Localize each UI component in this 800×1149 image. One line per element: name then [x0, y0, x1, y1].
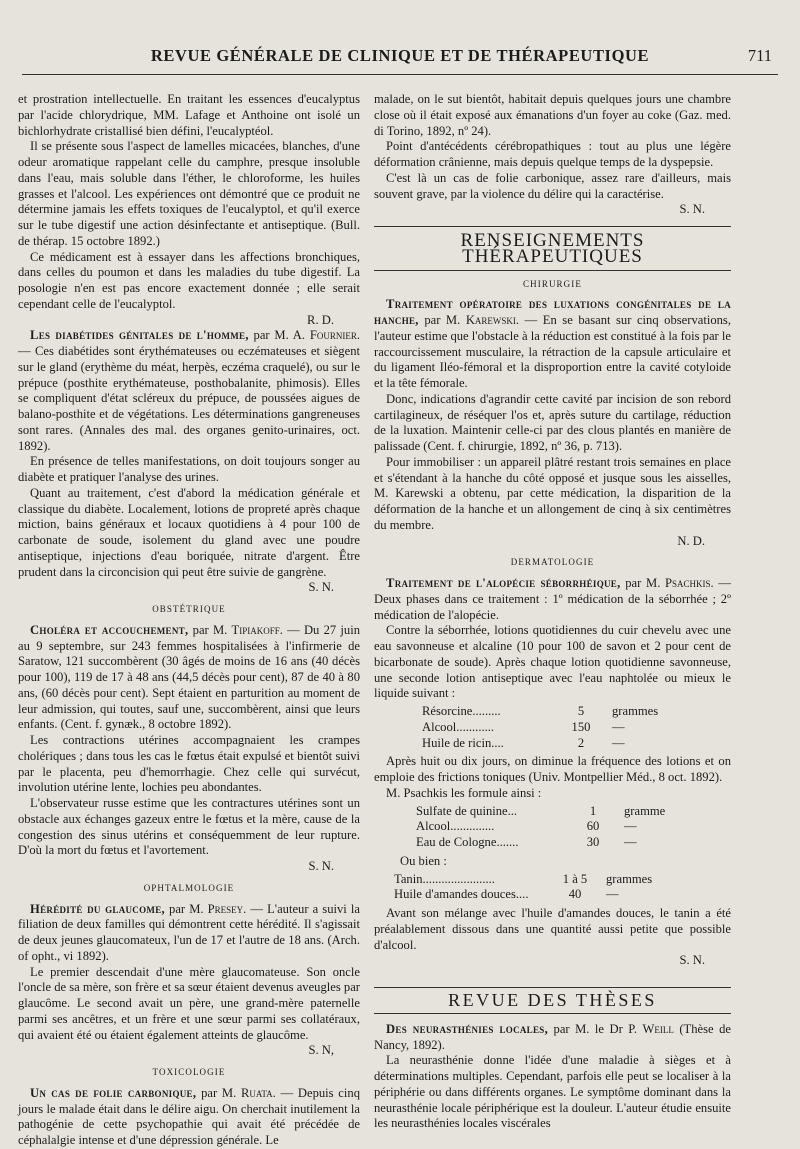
folie-continued-1: malade, on le sut bientôt, habitait depuis quelques jours une chambre close où il était exposé aux émanations d'un foyer au coke (Gaz. med. di Torino, 1892, nº 24).: [374, 92, 731, 138]
ou-bien-label: Ou bien :: [400, 853, 447, 868]
formula-2: [374, 804, 731, 851]
section-toxicologie: TOXICOLOGIE: [152, 1067, 226, 1077]
left-column: [18, 92, 360, 1147]
diabetides-paragraph-3: Quant au traitement, c'est d'abord la médication générale et classique du diabète. Localement, lotions de propreté après chaque miction, bains généraux et locaux quotidiens à 4 pour 100 de carbonate de soude, isolement du gland avec une poudre antiseptique, injections d'eau boriquée, nitrate d'argent. Être prudent dans la circoncision qui peut être suivie de gangrène.: [18, 485, 360, 579]
neurasthenies-article: Des neurasthénies locales, par M. le Dr P. Weill (Thèse de Nancy, 1892).: [374, 1021, 731, 1052]
diabetides-article: Les diabétides génitales de l'homme, par M. A. Fournier. — Ces diabétides sont érythémateuses ou eczémateuses et siègent sur le gland (erythème du méat, herpès, eczéma craquelé), ou sur le prépuce (posthite erythémateuse, posthobalanite, phimosis). Elles se compliquent d'état scléreux du prépuce, de poussées aigues de balano-posthite et de végétations. Les déterminations gangreneuses sont rares. (Annales des mal. des organes genito-urinaires, oct. 1892).: [18, 328, 360, 453]
glaucome-paragraph-2: Le premier descendait d'une mère glaucomateuse. Son oncle l'oncle de sa mère, son frère et sa sœur étaient devenus aveugles par glaucôme. Le second avait un père, une grand-mère paternelle parmi ses ancêtres, et un frère et une sœur parmi ses collatéraux, qui avaient été ou étaient également atteints de glaucôme.: [18, 964, 360, 1042]
luxations-paragraph-3: Pour immobiliser : un appareil plâtré restant trois semaines en place et s'étendant à la hanche du côté opposé et jusque sous les aisselles, M. Karewski a obtenu, par cette médication, la disparition de la déformation de la hanche et un allongement de cinq à six centimètres du membre.: [374, 454, 731, 532]
theses-heading: REVUE DES THÈSES: [374, 987, 731, 1014]
article-author: Psachkis.: [665, 576, 714, 590]
eucalyptol-signature: R. D.: [307, 312, 334, 327]
formula-row: Huile d'amandes douces.... 40 —: [394, 887, 619, 902]
folie-continued-2: Point d'antécédents cérébropathiques : tout au plus une légère déformation crânienne, mais depuis quelque temps de la dyspepsie.: [374, 139, 731, 169]
eucalyptol-paragraph-1: et prostration intellectuelle. En traitant les essences d'eucalyptus par l'acide chlorydrique, MM. Lafage et Anthoine ont isolé un bichlorhydrate cristallisé bien défini, l'eucalyptéol.: [18, 92, 360, 138]
article-author: Fournier.: [309, 328, 360, 343]
eucalyptol-paragraph-3: Ce médicament est à essayer dans les affections bronchiques, dans celles du poumon et dans les maladies du tube digestif. La posologie n'en est pas encore exactement donnée ; elle serait cependant celle de l'eucalyptol.: [18, 249, 360, 311]
right-column: [374, 92, 731, 1131]
alopecie-paragraph-3: Après huit ou dix jours, on diminue la fréquence des lotions et on emploie des frictions toniques (Univ. Montpellier Méd., 8 oct. 1892).: [374, 754, 731, 784]
cholera-paragraph-3: L'observateur russe estime que les contractures utérines sont un obstacle aux échanges gazeux entre le fœtus et la mère, cause de la congestion des sinus utérins et conséquemment de leur rupture. D'où la mort du fœtus et l'avortement.: [18, 796, 360, 858]
alopecie-article: Traitement de l'alopécie séborrhéique, par M. Psachkis. — Deux phases dans ce traitement : 1º médication de la séborrhée ; 2º médication de l'alopécie.: [374, 576, 731, 622]
article-title: Traitement opératoire des luxations congénitales de la hanche,: [374, 297, 731, 327]
folie-continued-3: C'est là un cas de folie carbonique, assez rare d'ailleurs, mais souvent grave, par la violence du délire qui la caractérise.: [374, 170, 731, 201]
formula-row: Alcool.............. 60 —: [416, 819, 637, 834]
page-number: 711: [747, 46, 772, 65]
article-title: Choléra et accouchement,: [30, 622, 189, 637]
formula-row: Tanin....................... 1 à 5 grammes: [394, 871, 653, 886]
folie-article: Un cas de folie carbonique, par M. Ruata. — Depuis cinq jours le malade était dans le délire aigu. On cherchait inutilement la pathogénie de cette psychopathie qui avait été précédée de céphalalgie intense et d'une dépression générale. Le: [18, 1085, 360, 1147]
luxations-article: Traitement opératoire des luxations congénitales de la hanche, par M. Karewski. — En se basant sur cinq observations, l'auteur estime que l'obstacle à la réduction est constitué à la fois par le raccourcissement musculaire, la rétraction de la capsule articulaire et du ligament Iléo-fémoral et la disproportion entre la cavité cotyloide et la tête fémorale.: [374, 297, 731, 390]
article-title: Hérédité du glaucome,: [30, 901, 165, 916]
article-author: Karewski.: [465, 313, 520, 327]
article-author: Presey.: [207, 901, 247, 916]
glaucome-signature: S. N,: [308, 1043, 334, 1058]
cholera-paragraph-2: Les contractions utérines accompagnaient les crampes cholériques ; dans tous les cas le fœtus était expulsé et bientôt suivi par le placenta, peu d'hemorrhagie. Chez celle qui survécut, involution utérine lente, lochies peu abondantes.: [18, 733, 360, 795]
article-title: Les diabétides génitales de l'homme,: [30, 328, 249, 343]
renseignements-heading: RENSEIGNEMENTS THÉRAPEUTIQUES: [374, 226, 731, 271]
alopecie-paragraph-2: Contre la séborrhée, lotions quotidiennes du cuir chevelu avec une eau savonneuse et alcaline (10 pour 100 de savon et 2 pour cent de bicarbonate de soude). Après chaque lotion quotidienne savonneuse, une seconde lotion antiseptique avec l'eau naphtolée ou mieux le liquide suivant :: [374, 623, 731, 701]
diabetides-paragraph-2: En présence de telles manifestations, on doit toujours songer au diabète et pratiquer l'analyse des urines.: [18, 454, 360, 484]
eucalyptol-paragraph-2: Il se présente sous l'aspect de lamelles micacées, blanches, d'une odeur aromatique rappelant celle du camphre, presque insoluble dans l'eau, mais soluble dans l'éther, le chloroforme, les huiles grasses et l'alcool. Les expériences ont démontré que ce produit ne détermine jamais les effets toxiques de l'eucalyptol, et qu'il exerce sur le tube digestif une action désinfectante et antiseptique. (Bull. de thérap. 15 octobre 1892.): [18, 139, 360, 248]
article-author: Weill: [642, 1021, 674, 1036]
alopecie-paragraph-4: M. Psachkis les formule ainsi :: [386, 785, 542, 800]
article-title: Un cas de folie carbonique,: [30, 1085, 197, 1100]
formula-row: Huile de ricin.... 2 —: [422, 735, 625, 750]
article-title: Des neurasthénies locales,: [386, 1021, 549, 1036]
formula-row: Alcool............ 150 —: [422, 719, 625, 734]
cholera-signature: S. N.: [308, 859, 334, 873]
diabetides-signature: S. N.: [308, 580, 334, 595]
luxations-signature: N. D.: [677, 533, 705, 548]
journal-title: REVUE GÉNÉRALE DE CLINIQUE ET DE THÉRAPEUTIQUE: [150, 46, 650, 65]
section-chirurgie: CHIRURGIE: [523, 278, 582, 289]
formula-1: [374, 704, 731, 751]
glaucome-article: Hérédité du glaucome, par M. Presey. — L'auteur a suivi la filiation de deux familles qui démontrent cette hérédité. Il s'agissait de deux jeunes glaucomateux, l'un de 17 et l'autre de 18 ans. (Arch. of opht., vi 1892).: [18, 901, 360, 963]
folie-signature: S. N.: [679, 202, 705, 217]
article-title: Traitement de l'alopécie séborrhéique,: [386, 576, 621, 590]
formula-row: Résorcine......... 5 grammes: [422, 704, 659, 718]
neurasthenies-paragraph-1: La neurasthénie donne l'idée d'une maladie à sièges et à déterminations multiples. Cependant, parfois elle peut se localiser à la périphérie ou dans différents organes. Le symptôme dominant dans la neurasthénie locale périphérique est la douleur. L'auteur étudie ensuite les neurasthénies locales viscérales: [374, 1053, 731, 1131]
formula-row: Eau de Cologne....... 30 —: [416, 835, 637, 849]
section-obstetrique: OBSTÉTRIQUE: [152, 604, 226, 614]
running-header: [22, 44, 778, 75]
alopecie-paragraph-5: Avant son mélange avec l'huile d'amandes douces, le tanin a été préalablement dissous dans une quantité aussi petite que possible d'alcool.: [374, 906, 731, 952]
section-dermatologie: DERMATOLOGIE: [510, 557, 595, 568]
cholera-article: Choléra et accouchement, par M. Tipiakoff. — Du 27 juin au 9 septembre, sur 243 femmes hospitalisées à l'infirmerie de Saratow, 121 succombèrent (30 âgés de moins de 16 ans (40 décès pour 100), 119 de 17 à 48 ans (44,5 décès pour cent), 87 de 40 à 80 ans, (60 décès pour cent). Sept étaient en parturition au moment de leur admission, qui toutes, sauf une, succombèrent, ainsi que leurs enfants. (Cent. f. gynæk., 8 octobre 1892).: [18, 622, 360, 732]
luxations-paragraph-2: Donc, indications d'agrandir cette cavité par incision de son rebord cartilagineux, de réséquer l'os et, après suture du cartilage, réduction de la luxation. Maintenir celle-ci par des clous plantés en manière de palissade (Cent. f. chirurgie, 1892, nº 36, p. 713).: [374, 391, 731, 453]
alopecie-signature: S. N.: [679, 953, 705, 968]
section-ophtalmologie: OPHTALMOLOGIE: [143, 882, 235, 893]
formula-row: Sulfate de quinine... 1 gramme: [416, 803, 666, 818]
article-author: Ruata.: [240, 1085, 276, 1100]
article-author: Tipiakoff.: [231, 622, 283, 637]
formula-3: [374, 872, 731, 904]
